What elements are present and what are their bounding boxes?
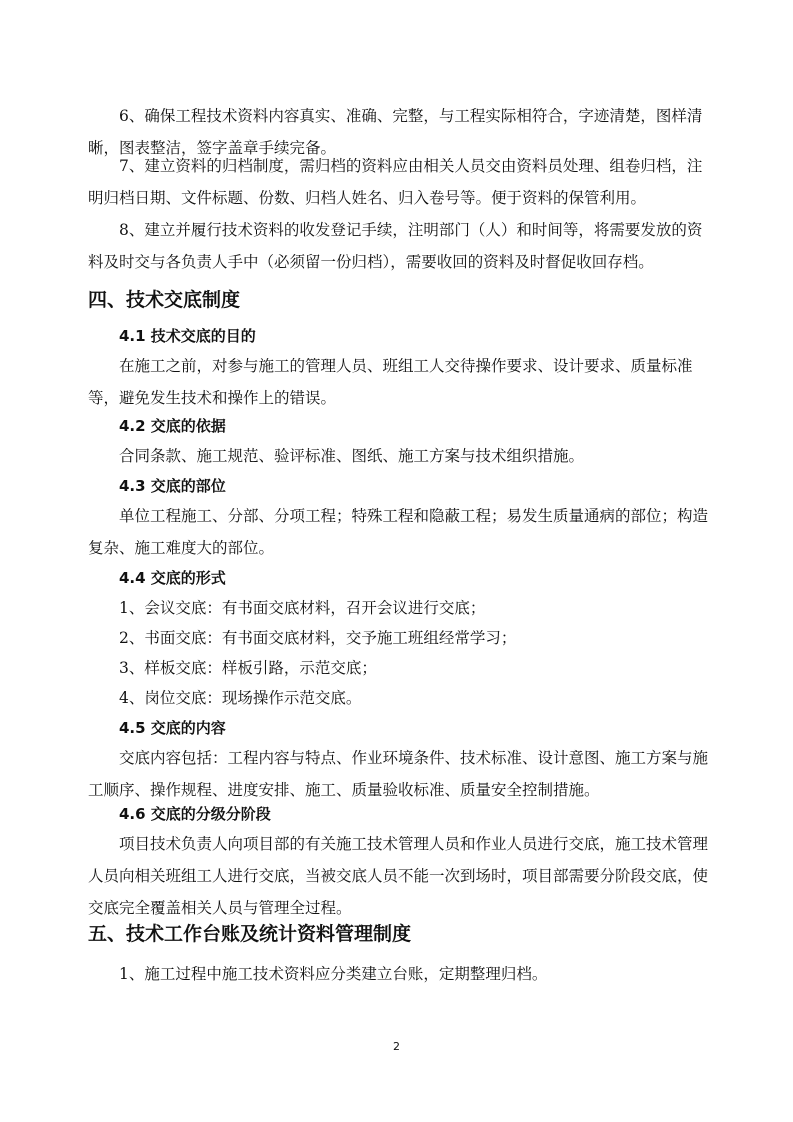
paragraph-item-6: 6、确保工程技术资料内容真实、准确、完整，与工程实际相符合，字迹清楚，图样清晰，图表整洁，签字盖章手续完备。 (88, 107, 703, 157)
section-4-title: 四、技术交底制度 (88, 289, 241, 311)
paragraph-item-7: 7、建立资料的归档制度，需归档的资料应由相关人员交由资料员处理、组卷归档，注明归档日期、文件标题、份数、归档人姓名、归入卷号等。便于资料的保管利用。 (88, 157, 703, 207)
heading-4-5: 4.5 交底的内容 (119, 719, 226, 737)
paragraph-4-3: 单位工程施工、分部、分项工程；特殊工程和隐蔽工程；易发生质量通病的部位；构造复杂、施工难度大的部位。 (88, 507, 709, 557)
heading-4-1: 4.1 技术交底的目的 (119, 327, 256, 345)
list-item-form-2: 2、书面交底：有书面交底材料，交予施工班组经常学习； (119, 629, 517, 647)
heading-4-2: 4.2 交底的依据 (119, 417, 226, 435)
heading-4-4: 4.4 交底的形式 (119, 569, 226, 587)
section-5-title: 五、技术工作台账及统计资料管理制度 (88, 923, 412, 945)
paragraph-5-1: 1、施工过程中施工技术资料应分类建立台账，定期整理归档。 (119, 965, 548, 983)
heading-4-3: 4.3 交底的部位 (119, 477, 226, 495)
paragraph-4-6: 项目技术负责人向项目部的有关施工技术管理人员和作业人员进行交底，施工技术管理人员向相关班组工人进行交底，当被交底人员不能一次到场时，项目部需要分阶段交底，使交底完全覆盖相关人员与管理全过程。 (88, 835, 709, 917)
paragraph-item-8: 8、建立并履行技术资料的收发登记手续，注明部门（人）和时间等，将需要发放的资料及时交与各负责人手中（必须留一份归档），需要收回的资料及时督促收回存档。 (88, 221, 703, 271)
paragraph-4-2: 合同条款、施工规范、验评标准、图纸、施工方案与技术组织措施。 (119, 447, 585, 465)
list-item-form-3: 3、样板交底：样板引路，示范交底； (119, 659, 377, 677)
heading-4-6: 4.6 交底的分级分阶段 (119, 805, 271, 823)
page-number: 2 (393, 1040, 400, 1053)
paragraph-4-5: 交底内容包括：工程内容与特点、作业环境条件、技术标准、设计意图、施工方案与施工顺序、操作规程、进度安排、施工、质量验收标准、质量安全控制措施。 (88, 749, 709, 799)
paragraph-4-1: 在施工之前，对参与施工的管理人员、班组工人交待操作要求、设计要求、质量标准等，避免发生技术和操作上的错误。 (88, 357, 693, 407)
list-item-form-1: 1、会议交底：有书面交底材料，召开会议进行交底； (119, 599, 486, 617)
list-item-form-4: 4、岗位交底：现场操作示范交底。 (119, 689, 362, 707)
